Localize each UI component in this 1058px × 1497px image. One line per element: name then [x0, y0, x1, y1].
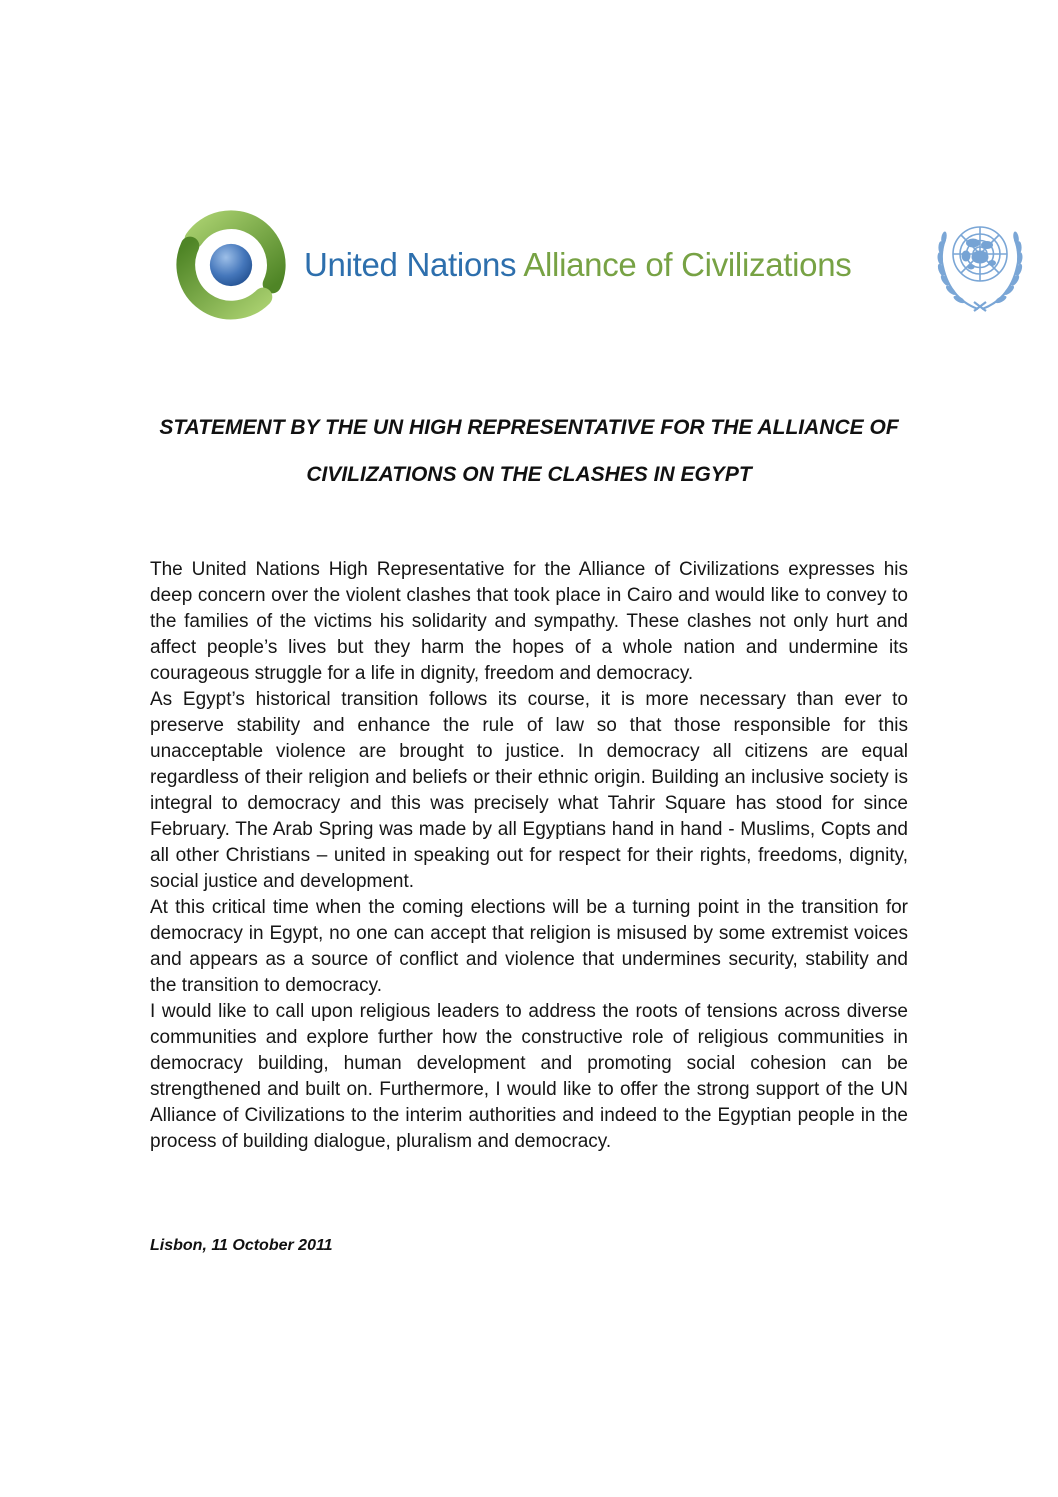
title-line-1: STATEMENT BY THE UN HIGH REPRESENTATIVE FOR THE ALLIANCE OF — [159, 416, 899, 439]
title-line-2: CIVILIZATIONS ON THE CLASHES IN EGYPT — [306, 463, 752, 487]
unaoc-logo — [172, 206, 851, 329]
unaoc-wordmark — [304, 246, 851, 290]
body-paragraph-1: The United Nations High Representative for the Alliance of Civilizations expresses his deep concern over the violent clashes that took place in Cairo and would like to convey to the families of the victims his solidarity and sympathy. These clashes not only hurt and affect people’s lives but they harm the hopes of a whole nation and undermine its courageous struggle for a life in dignity, freedom and democracy. — [150, 558, 908, 684]
body-paragraph-4: I would like to call upon religious leaders to address the roots of tensions across diverse communities and explore further how the constructive role of religious communities in democracy building, human development and promoting social cohesion can be strengthened and built on. Furthermore, I would like to offer the strong support of the UN Alliance of Civilizations to the interim authorities and indeed to the Egyptian people in the process of building dialogue, pluralism and democracy. — [150, 1000, 908, 1152]
body-paragraph-2: As Egypt’s historical transition follows its course, it is more necessary than ever to preserve stability and enhance the rule of law so that those responsible for this unacceptable violence are brought to justice. In democracy all citizens are equal regardless of their religion and beliefs or their ethnic origin. Building an inclusive society is integral to democracy and this was precisely what Tahrir Square has stood for since February. The Arab Spring was made by all Egyptians hand in hand - Muslims, Copts and all other Christians – united in speaking out for respect for their rights, freedoms, dignity, social justice and development. — [150, 688, 908, 892]
document-header — [0, 0, 1058, 329]
document-title — [0, 415, 1058, 489]
dateline: Lisbon, 11 October 2011 — [150, 1236, 333, 1254]
document-body — [150, 557, 908, 1155]
un-emblem-icon — [928, 210, 1032, 325]
body-paragraph-3: At this critical time when the coming elections will be a turning point in the transition for democracy in Egypt, no one can accept that religion is misused by some extremist voices and appears as a source of conflict and violence that undermines security, stability and the transition to democracy. — [150, 896, 908, 996]
unaoc-swirl-icon — [172, 206, 290, 329]
wordmark-alliance-of-civilizations: Alliance of Civilizations — [523, 245, 852, 283]
wordmark-united-nations: United Nations — [304, 245, 517, 283]
